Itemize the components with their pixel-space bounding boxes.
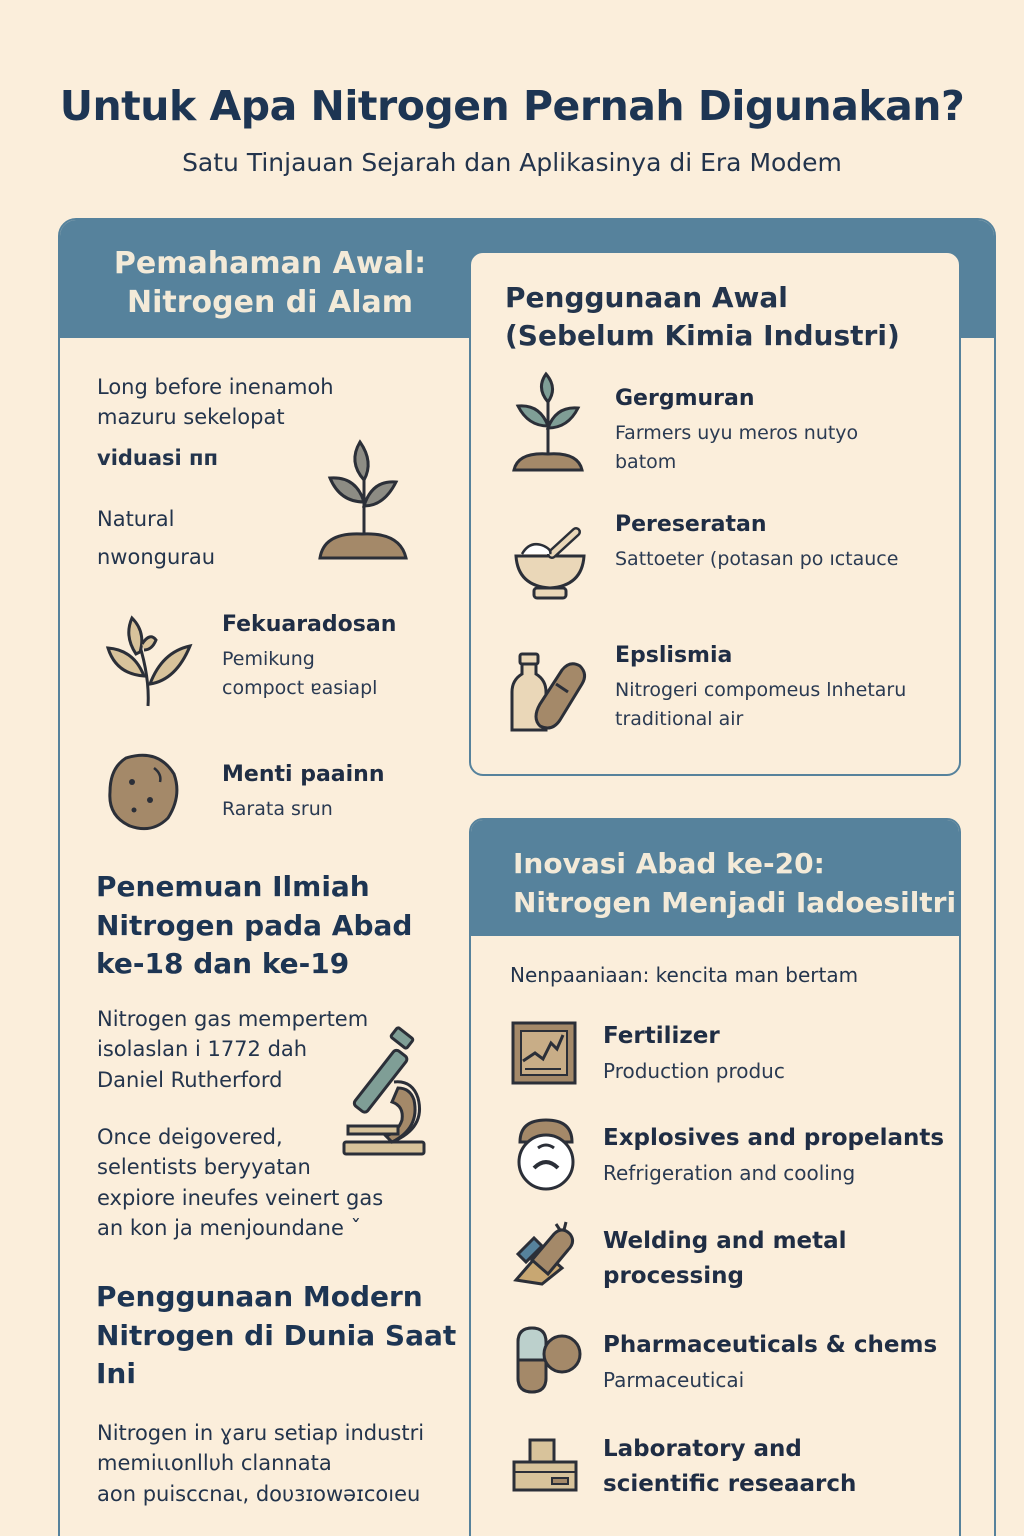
mortar-pestle-icon (512, 524, 588, 602)
modern-para: Nitrogen in ɣaru setiap industri memiιιοnllυh clannata aon puisccnaι, dουɜɪowəɪcoıeu (97, 1421, 425, 1506)
discovery-para-1: Nitrogen gas mempertem isolaslan i 1772 dah Daniel Rutherford (97, 1007, 369, 1092)
early-item-2: Pereseratan Sattoeter (potasan po ıctauce (615, 512, 899, 570)
bottle-icon (510, 654, 588, 734)
fertilizer-chart-icon (511, 1021, 577, 1085)
page-title: Untuk Apa Nitrogen Pernah Digunakan? (59, 82, 965, 130)
modern-title: Penggunaan Modern Nitrogen di Dunia Saat Ini (96, 1280, 457, 1391)
left-intro-bold: viduasi ᴨᴨ (97, 446, 219, 470)
early-uses-title: Penggunaan Awal (Sebelum Kimia Industri) (505, 281, 900, 352)
early-item-3: Epslismia Nitrogeri compomeus lnhetaru traditional air (615, 643, 907, 731)
natural-text: nwongurau (97, 545, 216, 569)
innovation-item-2: Explosives and propelants Refrigeration and cooling (603, 1125, 945, 1185)
discovery-title: Penemuan Ilmiah Nitrogen pada Abad ke-18 dan ke-19 (96, 870, 413, 981)
innovation-intro: Nenpaaniaan: kencita man bertam (510, 963, 859, 987)
innovation-item-3: Welding and metal processing (603, 1228, 847, 1289)
pill-capsule-icon (514, 1326, 582, 1394)
herb-leaf-icon (106, 614, 194, 708)
left-item-2: Menti paainn Rarata srun (222, 762, 385, 820)
natural-label: Natural (97, 507, 175, 531)
innovation-item-5: Laboratory and scientific reseaarch (603, 1436, 857, 1497)
innovation-item-1: Fertilizer Production produc (603, 1023, 785, 1083)
left-intro: Long before inenamoh mazuru sekelopat (97, 375, 334, 430)
potato-icon (106, 752, 180, 832)
discovery-para-2: Once deigovered, selentists beryyatan expiore ineufes veinert gas an kon ja menjoundane ˇ (97, 1125, 384, 1241)
plant-sprout-icon (512, 372, 584, 474)
lab-bench-icon (512, 1438, 578, 1492)
plant-sprout-icon (314, 440, 410, 564)
microscope-icon (342, 1032, 428, 1158)
page-subtitle: Satu Tinjauan Sejarah dan Aplikasinya di Era Modem (182, 148, 842, 177)
explosive-cap-icon (514, 1118, 578, 1190)
left-item-1: Fekuaradosan Pemikung compoct ɐasiapl (222, 612, 397, 700)
welding-icon (512, 1220, 578, 1286)
innovation-title: Inovasi Abad ke-20: Nitrogen Menjadi Iadoesiltri (513, 847, 957, 920)
innovation-item-4: Pharmaceuticals & chems Parmaceuticai (603, 1332, 938, 1392)
early-item-1: Gergmuran Farmers uyu meros nutyo batom (615, 386, 859, 474)
left-panel-title: Pemahaman Awal: Nitrogen di Alam (113, 246, 427, 320)
